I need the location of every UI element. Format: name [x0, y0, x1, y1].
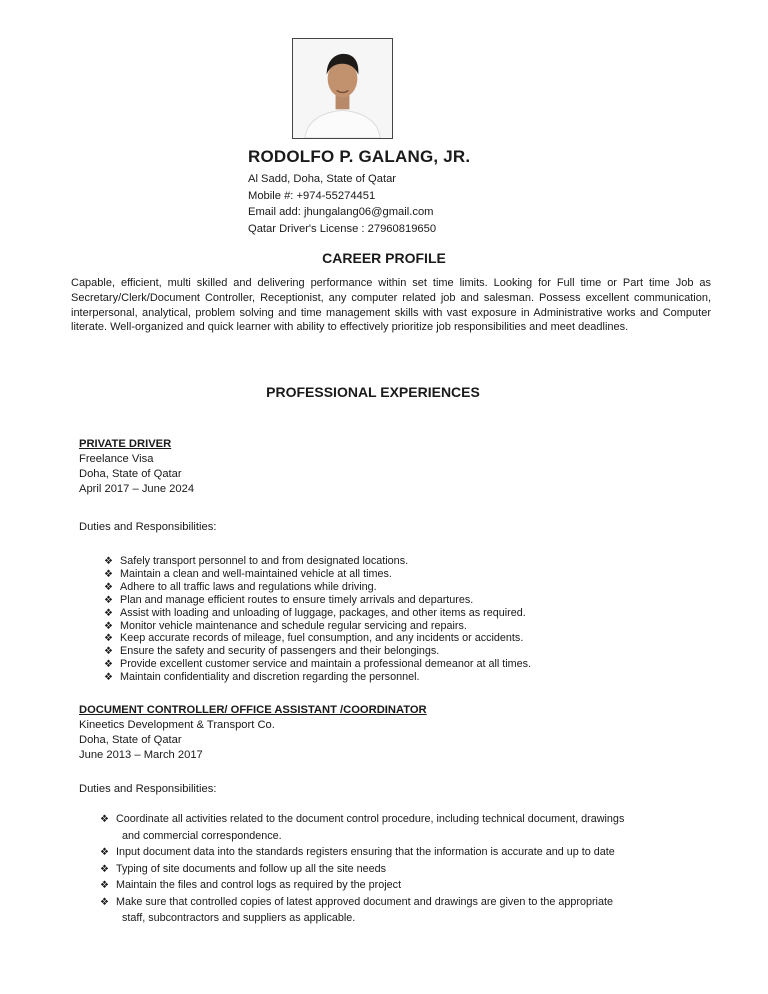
job-location: Doha, State of Qatar	[79, 468, 182, 480]
bullet-icon: ❖	[104, 633, 113, 645]
list-item: ❖ Adhere to all traffic laws and regulations while driving.	[104, 580, 377, 593]
career-line: Job as Secretary/Clerk/Document Controller, Receptionist, any computer related job and salesman. Possess	[71, 277, 711, 304]
list-item: ❖ Maintain confidentiality and discretion regarding the personnel.	[104, 671, 420, 684]
job-document-controller	[79, 703, 427, 763]
profile-photo	[292, 38, 393, 139]
job-company: Freelance Visa	[79, 453, 154, 465]
bullet-icon: ❖	[104, 672, 113, 684]
career-line: in Administrative works and Computer literate. Well-organized and quick learner with ability to effectively prioritize	[71, 306, 711, 334]
list-item: ❖ Provide excellent customer service and maintain a professional demeanor at all times.	[104, 658, 532, 671]
career-line: job responsibilities and meet deadlines.	[436, 321, 629, 334]
list-item: ❖ Maintain a clean and well-maintained vehicle at all times.	[104, 567, 392, 580]
bullet-icon: ❖	[104, 594, 113, 606]
list-item: ❖ Plan and manage efficient routes to ensure timely arrivals and departures.	[104, 593, 474, 606]
job-title: PRIVATE DRIVER	[79, 438, 172, 450]
job-period: June 2013 – March 2017	[79, 749, 203, 761]
bullet-icon: ❖	[100, 896, 109, 908]
job-title: DOCUMENT CONTROLLER/ OFFICE ASSISTANT /COORDINATOR	[79, 704, 427, 716]
contact-block	[248, 171, 436, 237]
bullet-icon: ❖	[104, 620, 113, 632]
candidate-name: RODOLFO P. GALANG, JR.	[248, 147, 471, 166]
experience-heading: PROFESSIONAL EXPERIENCES	[266, 384, 480, 400]
bullet-icon: ❖	[104, 607, 113, 619]
job-location: Doha, State of Qatar	[79, 734, 182, 746]
job-private-driver	[79, 437, 194, 497]
email: Email add: jhungalang06@gmail.com	[248, 206, 434, 218]
list-item: ❖ Typing of site documents and follow up all the site needs	[100, 861, 624, 878]
list-item: ❖ Monitor vehicle maintenance and schedule regular servicing and repairs.	[104, 619, 467, 632]
bullet-icon: ❖	[100, 847, 109, 858]
list-item: ❖ Input document data into the standards registers ensuring that the information is accurate and up to date	[100, 844, 624, 861]
job-company: Kineetics Development & Transport Co.	[79, 719, 275, 731]
bullet-icon: ❖	[104, 568, 113, 580]
bullet-icon: ❖	[104, 581, 113, 593]
bullet-icon: ❖	[104, 659, 113, 671]
duties-label: Duties and Responsibilities:	[79, 521, 217, 533]
bullet-icon: ❖	[100, 880, 109, 891]
career-profile-text	[71, 276, 711, 335]
list-item: ❖ Make sure that controlled copies of latest approved document and drawings are given to the appropriate staff, subcontractors and suppliers as applicable.	[100, 895, 613, 924]
career-profile-heading: CAREER PROFILE	[322, 250, 446, 266]
address: Al Sadd, Doha, State of Qatar	[248, 173, 397, 185]
bullet-icon: ❖	[104, 556, 113, 567]
list-item: ❖ Coordinate all activities related to the document control procedure, including technical document, drawings and commercial correspondence.	[100, 813, 625, 842]
list-item: ❖ Maintain the files and control logs as required by the project	[100, 877, 624, 894]
career-line: excellent communication, interpersonal, analytical, problem solving and time management skills with vast exposure	[71, 291, 711, 319]
bullet-icon: ❖	[100, 863, 109, 875]
career-line: Capable, efficient, multi skilled and delivering performance within set time limits. Looking for Full time or Part time	[71, 277, 676, 289]
mobile: Mobile #: +974-55274451	[248, 189, 376, 202]
job-period: April 2017 – June 2024	[79, 483, 195, 495]
list-item: ❖ Assist with loading and unloading of luggage, packages, and other items as required.	[104, 606, 526, 619]
list-item: ❖ Keep accurate records of mileage, fuel consumption, and any incidents or accidents.	[104, 632, 524, 645]
list-item: ❖ Safely transport personnel to and from designated locations.	[104, 555, 409, 567]
list-item: ❖ Ensure the safety and security of passengers and their belongings.	[104, 645, 440, 658]
duties-list	[104, 555, 531, 684]
duties-label: Duties and Responsibilities:	[79, 783, 217, 795]
drivers-license: Qatar Driver's License : 27960819650	[248, 222, 437, 235]
duties-list	[100, 811, 624, 927]
bullet-icon: ❖	[100, 814, 109, 825]
bullet-icon: ❖	[104, 646, 113, 658]
